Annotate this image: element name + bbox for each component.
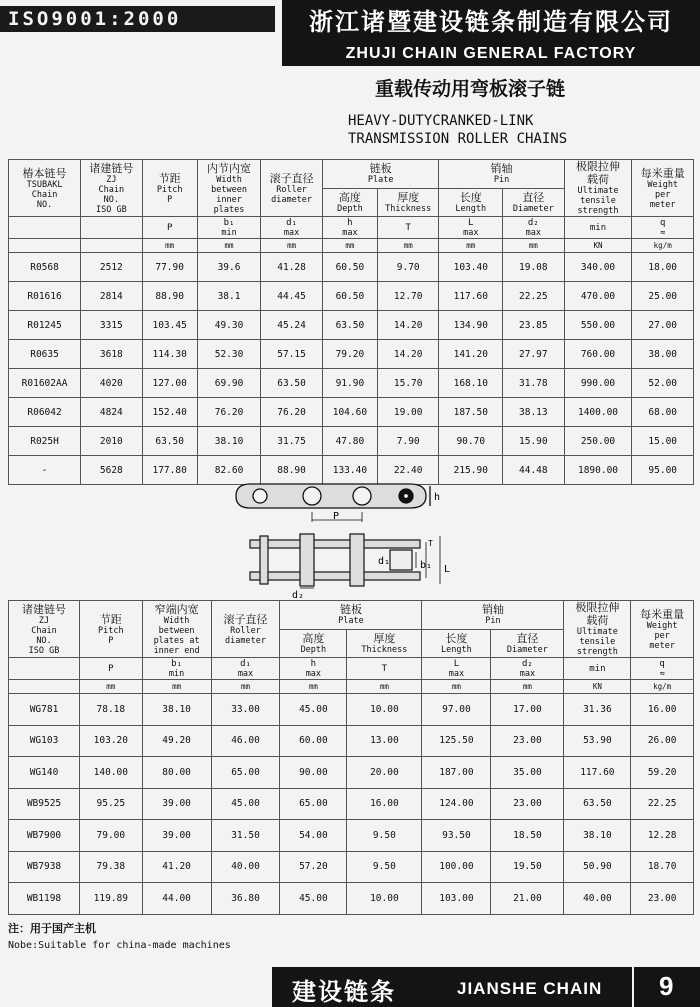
table-cell: 14.20 bbox=[377, 340, 439, 369]
col-header-pitch: 节距 Pitch P bbox=[142, 160, 197, 217]
table-cell: 93.50 bbox=[422, 820, 491, 852]
table-cell: 49.20 bbox=[142, 725, 211, 757]
table-cell: 117.60 bbox=[564, 757, 631, 789]
note-cn: 注：用于国产主机 bbox=[8, 922, 96, 935]
table-cell: 27.97 bbox=[503, 340, 565, 369]
table-cell: 95.00 bbox=[632, 456, 694, 485]
col-header-tensile: 极限拉伸 载荷 Ultimate tensile strength bbox=[564, 160, 632, 217]
table-cell: R01602AA bbox=[9, 369, 81, 398]
col-header-length: 长度 Length bbox=[439, 188, 503, 217]
col-header-depth: 高度 Depth bbox=[280, 629, 347, 658]
table-cell: R025H bbox=[9, 427, 81, 456]
label-h: h bbox=[434, 492, 441, 503]
page-title-cn: 重载传动用弯板滚子链 bbox=[374, 78, 565, 100]
table-row bbox=[9, 311, 694, 340]
table-cell: 52.30 bbox=[197, 340, 261, 369]
spec-table-tsubaki bbox=[8, 159, 694, 485]
table-cell: 65.00 bbox=[280, 788, 347, 820]
table-cell: 103.20 bbox=[80, 725, 143, 757]
table-cell: 187.50 bbox=[439, 398, 503, 427]
table-cell: WG140 bbox=[9, 757, 80, 789]
table-cell: 15.70 bbox=[377, 369, 439, 398]
table-cell: 45.24 bbox=[261, 311, 323, 340]
col-header-length: 长度 Length bbox=[422, 629, 491, 658]
table-cell: 23.00 bbox=[491, 788, 564, 820]
table-cell: 33.00 bbox=[211, 694, 280, 726]
page-header bbox=[0, 0, 700, 72]
table-cell: 133.40 bbox=[322, 456, 377, 485]
table-cell: 63.50 bbox=[564, 788, 631, 820]
table-cell: 100.00 bbox=[422, 851, 491, 883]
table-cell: 1890.00 bbox=[564, 456, 632, 485]
table-cell: 69.90 bbox=[197, 369, 261, 398]
label-t: T bbox=[428, 539, 433, 548]
spec-table-domestic bbox=[8, 600, 694, 915]
table-cell: 104.60 bbox=[322, 398, 377, 427]
col-header-diameter: 直径 Diameter bbox=[491, 629, 564, 658]
table-row bbox=[9, 253, 694, 282]
col-header-thickness: 厚度 Thickness bbox=[347, 629, 422, 658]
table-cell: 125.50 bbox=[422, 725, 491, 757]
table-cell: 1400.00 bbox=[564, 398, 632, 427]
table-cell: 88.90 bbox=[142, 282, 197, 311]
table2-body bbox=[9, 694, 694, 915]
table-row bbox=[9, 398, 694, 427]
unit-row: mm mm mm mm mm mm mm KN kg/m bbox=[9, 239, 694, 253]
col-header-width: 内节内宽 Width between inner plates bbox=[197, 160, 261, 217]
col-header-width: 窄端内宽 Width between plates at inner end bbox=[142, 601, 211, 658]
table-cell: 80.00 bbox=[142, 757, 211, 789]
table-cell: 59.20 bbox=[631, 757, 694, 789]
table-cell: 117.60 bbox=[439, 282, 503, 311]
table-cell: 22.25 bbox=[503, 282, 565, 311]
table-cell: 3315 bbox=[81, 311, 143, 340]
table-cell: 119.89 bbox=[80, 883, 143, 915]
col-header-roller: 滚子直径 Roller diameter bbox=[211, 601, 280, 658]
table-cell: 63.50 bbox=[261, 369, 323, 398]
table-cell: 103.40 bbox=[439, 253, 503, 282]
unit-row: mm mm mm mm mm mm mm KN kg/m bbox=[9, 680, 694, 694]
table-row bbox=[9, 757, 694, 789]
table-cell: 2010 bbox=[81, 427, 143, 456]
table-row bbox=[9, 427, 694, 456]
table-cell: 3618 bbox=[81, 340, 143, 369]
table-cell: 16.00 bbox=[631, 694, 694, 726]
table-cell: 45.00 bbox=[280, 883, 347, 915]
footnotes bbox=[8, 920, 231, 951]
table-cell: 19.08 bbox=[503, 253, 565, 282]
table-cell: 35.00 bbox=[491, 757, 564, 789]
table-cell: 38.13 bbox=[503, 398, 565, 427]
table-cell: WG781 bbox=[9, 694, 80, 726]
table-cell: 10.00 bbox=[347, 883, 422, 915]
header-row-1 bbox=[9, 160, 694, 189]
table-cell: 15.90 bbox=[503, 427, 565, 456]
table-cell: 168.10 bbox=[439, 369, 503, 398]
table-cell: 470.00 bbox=[564, 282, 632, 311]
table-cell: 79.00 bbox=[80, 820, 143, 852]
table-cell: 13.00 bbox=[347, 725, 422, 757]
table-cell: 12.70 bbox=[377, 282, 439, 311]
table-cell: 31.50 bbox=[211, 820, 280, 852]
table-cell: 10.00 bbox=[347, 694, 422, 726]
label-p: P bbox=[333, 511, 340, 522]
col-header-pitch: 节距 Pitch P bbox=[80, 601, 143, 658]
table-cell: 215.90 bbox=[439, 456, 503, 485]
table-cell: 19.50 bbox=[491, 851, 564, 883]
table-cell: 23.00 bbox=[631, 883, 694, 915]
col-header-diameter: 直径 Diameter bbox=[503, 188, 565, 217]
table-cell: 19.00 bbox=[377, 398, 439, 427]
table-cell: R0635 bbox=[9, 340, 81, 369]
company-name-en: ZHUJI CHAIN GENERAL FACTORY bbox=[282, 44, 700, 66]
table-cell: 60.00 bbox=[280, 725, 347, 757]
table-cell: 103.00 bbox=[422, 883, 491, 915]
table-row bbox=[9, 282, 694, 311]
table-cell: 26.00 bbox=[631, 725, 694, 757]
table-row bbox=[9, 369, 694, 398]
label-l: L bbox=[444, 564, 451, 575]
table-cell: 77.90 bbox=[142, 253, 197, 282]
chain-diagram bbox=[230, 476, 470, 600]
table-cell: 50.90 bbox=[564, 851, 631, 883]
table-cell: 45.00 bbox=[280, 694, 347, 726]
table-row bbox=[9, 694, 694, 726]
table-row bbox=[9, 820, 694, 852]
table-cell: R06042 bbox=[9, 398, 81, 427]
table-cell: 40.00 bbox=[564, 883, 631, 915]
label-d2: d₂ bbox=[292, 590, 305, 600]
table-cell: 57.20 bbox=[280, 851, 347, 883]
table-cell: 82.60 bbox=[197, 456, 261, 485]
footer-divider bbox=[632, 967, 634, 1007]
table-cell: 47.80 bbox=[322, 427, 377, 456]
table-cell: WB1198 bbox=[9, 883, 80, 915]
table-row bbox=[9, 851, 694, 883]
table-cell: 49.30 bbox=[197, 311, 261, 340]
table-cell: 9.50 bbox=[347, 851, 422, 883]
table-row bbox=[9, 788, 694, 820]
table-cell: 25.00 bbox=[632, 282, 694, 311]
col-header-tensile: 极限拉伸 载荷 Ultimate tensile strength bbox=[564, 601, 631, 658]
table-cell: 36.80 bbox=[211, 883, 280, 915]
table-cell: 38.1 bbox=[197, 282, 261, 311]
company-name-cn: 浙江诸暨建设链条制造有限公司 bbox=[282, 0, 700, 44]
iso-certification: ISO9001:2000 bbox=[0, 6, 275, 32]
table-cell: 76.20 bbox=[197, 398, 261, 427]
footer-brand-en: JIANSHE CHAIN bbox=[457, 979, 603, 998]
col-header-roller: 滚子直径 Roller diameter bbox=[261, 160, 323, 217]
table-cell: 7.90 bbox=[377, 427, 439, 456]
table-cell: 250.00 bbox=[564, 427, 632, 456]
col-header-weight: 每米重量 Weight per meter bbox=[631, 601, 694, 658]
table-cell: 21.00 bbox=[491, 883, 564, 915]
table-cell: 88.90 bbox=[261, 456, 323, 485]
table-cell: 141.20 bbox=[439, 340, 503, 369]
label-b1: b₁ bbox=[420, 560, 433, 571]
table-cell: 15.00 bbox=[632, 427, 694, 456]
footer-brand-cn: 建设链条 bbox=[292, 978, 396, 1006]
table-cell: 152.40 bbox=[142, 398, 197, 427]
table-cell: 18.00 bbox=[632, 253, 694, 282]
table-cell: 2512 bbox=[81, 253, 143, 282]
table-cell: 340.00 bbox=[564, 253, 632, 282]
col-header-pin: 销轴 Pin bbox=[422, 601, 564, 630]
col-header-plate: 链板 Plate bbox=[322, 160, 439, 189]
col-header-zj: 诸建链号 ZJ Chain NO. ISO GB bbox=[81, 160, 143, 217]
label-d1: d₁ bbox=[378, 556, 391, 567]
note-en: Nobe:Suitable for china-made machines bbox=[8, 940, 231, 951]
table-cell: R0568 bbox=[9, 253, 81, 282]
table-cell: 60.50 bbox=[322, 282, 377, 311]
table-cell: 46.00 bbox=[211, 725, 280, 757]
table-cell: R01245 bbox=[9, 311, 81, 340]
table-cell: 68.00 bbox=[632, 398, 694, 427]
table-cell: WG103 bbox=[9, 725, 80, 757]
table-cell: 39.6 bbox=[197, 253, 261, 282]
table-cell: 18.50 bbox=[491, 820, 564, 852]
table-cell: 38.10 bbox=[142, 694, 211, 726]
table-cell: 18.70 bbox=[631, 851, 694, 883]
page-title-en bbox=[348, 112, 567, 148]
table-cell: 9.50 bbox=[347, 820, 422, 852]
table-cell: 31.75 bbox=[261, 427, 323, 456]
header-row-1 bbox=[9, 601, 694, 630]
table-cell: WB7900 bbox=[9, 820, 80, 852]
table-cell: 5628 bbox=[81, 456, 143, 485]
title-en-line2: TRANSMISSION ROLLER CHAINS bbox=[348, 131, 568, 147]
table-cell: 16.00 bbox=[347, 788, 422, 820]
table-cell: 41.20 bbox=[142, 851, 211, 883]
table-cell: 38.10 bbox=[197, 427, 261, 456]
table-cell: 52.00 bbox=[632, 369, 694, 398]
table-cell: 12.28 bbox=[631, 820, 694, 852]
table-cell: 41.28 bbox=[261, 253, 323, 282]
table-cell: 20.00 bbox=[347, 757, 422, 789]
table-cell: 57.15 bbox=[261, 340, 323, 369]
page-number: 9 bbox=[659, 971, 674, 1001]
table-cell: 550.00 bbox=[564, 311, 632, 340]
table-cell: 91.90 bbox=[322, 369, 377, 398]
page-footer bbox=[272, 967, 700, 1007]
table-cell: 79.20 bbox=[322, 340, 377, 369]
table1-body bbox=[9, 253, 694, 485]
table-cell: 44.00 bbox=[142, 883, 211, 915]
table-cell: 124.00 bbox=[422, 788, 491, 820]
col-header-plate: 链板 Plate bbox=[280, 601, 422, 630]
table-cell: 990.00 bbox=[564, 369, 632, 398]
table-cell: - bbox=[9, 456, 81, 485]
chain-top-view bbox=[250, 534, 420, 586]
table-cell: 60.50 bbox=[322, 253, 377, 282]
table-cell: 97.00 bbox=[422, 694, 491, 726]
table-row bbox=[9, 725, 694, 757]
table-cell: 114.30 bbox=[142, 340, 197, 369]
symbol-row: P b₁ min d₁ max h max T L max d₂ max min q ≈ bbox=[9, 217, 694, 239]
table-cell: WB7938 bbox=[9, 851, 80, 883]
table-cell: 38.00 bbox=[632, 340, 694, 369]
col-header-weight: 每米重量 Weight per meter bbox=[632, 160, 694, 217]
table-cell: 90.70 bbox=[439, 427, 503, 456]
table-cell: 14.20 bbox=[377, 311, 439, 340]
table-cell: 27.00 bbox=[632, 311, 694, 340]
table-cell: 17.00 bbox=[491, 694, 564, 726]
table-cell: 4824 bbox=[81, 398, 143, 427]
table-cell: 38.10 bbox=[564, 820, 631, 852]
table-cell: 79.38 bbox=[80, 851, 143, 883]
table-cell: 140.00 bbox=[80, 757, 143, 789]
table-cell: 54.00 bbox=[280, 820, 347, 852]
table-cell: 2814 bbox=[81, 282, 143, 311]
col-header-tsubaki: 椿本链号 TSUBAKL Chain NO. bbox=[9, 160, 81, 217]
col-header-zj: 诸建链号 ZJ Chain NO. ISO GB bbox=[9, 601, 80, 658]
table-cell: 40.00 bbox=[211, 851, 280, 883]
table-cell: 31.36 bbox=[564, 694, 631, 726]
table-cell: 23.00 bbox=[491, 725, 564, 757]
table-cell: 76.20 bbox=[261, 398, 323, 427]
table-cell: R01616 bbox=[9, 282, 81, 311]
table-cell: 22.40 bbox=[377, 456, 439, 485]
table-cell: 23.85 bbox=[503, 311, 565, 340]
table-cell: 134.90 bbox=[439, 311, 503, 340]
table-cell: 39.00 bbox=[142, 820, 211, 852]
table-cell: 127.00 bbox=[142, 369, 197, 398]
table-cell: 63.50 bbox=[142, 427, 197, 456]
table-row bbox=[9, 883, 694, 915]
table-row bbox=[9, 340, 694, 369]
table-cell: 45.00 bbox=[211, 788, 280, 820]
table-cell: 760.00 bbox=[564, 340, 632, 369]
table-cell: 63.50 bbox=[322, 311, 377, 340]
table-cell: 90.00 bbox=[280, 757, 347, 789]
table-cell: 44.48 bbox=[503, 456, 565, 485]
table-cell: 4020 bbox=[81, 369, 143, 398]
table-cell: 22.25 bbox=[631, 788, 694, 820]
symbol-row: P b₁ min d₁ max h max T L max d₂ max min q ≈ bbox=[9, 658, 694, 680]
table-cell: 39.00 bbox=[142, 788, 211, 820]
title-en-line1: HEAVY-DUTYCRANKED-LINK bbox=[348, 113, 534, 129]
chain-side-view bbox=[236, 484, 430, 508]
table-cell: 187.00 bbox=[422, 757, 491, 789]
table-cell: 31.78 bbox=[503, 369, 565, 398]
table-cell: 103.45 bbox=[142, 311, 197, 340]
table-cell: 44.45 bbox=[261, 282, 323, 311]
table-cell: 78.18 bbox=[80, 694, 143, 726]
table-cell: 177.80 bbox=[142, 456, 197, 485]
col-header-pin: 销轴 Pin bbox=[439, 160, 564, 189]
col-header-thickness: 厚度 Thickness bbox=[377, 188, 439, 217]
table-cell: 65.00 bbox=[211, 757, 280, 789]
table-cell: WB9525 bbox=[9, 788, 80, 820]
table-cell: 95.25 bbox=[80, 788, 143, 820]
table-cell: 53.90 bbox=[564, 725, 631, 757]
col-header-depth: 高度 Depth bbox=[322, 188, 377, 217]
table-cell: 9.70 bbox=[377, 253, 439, 282]
